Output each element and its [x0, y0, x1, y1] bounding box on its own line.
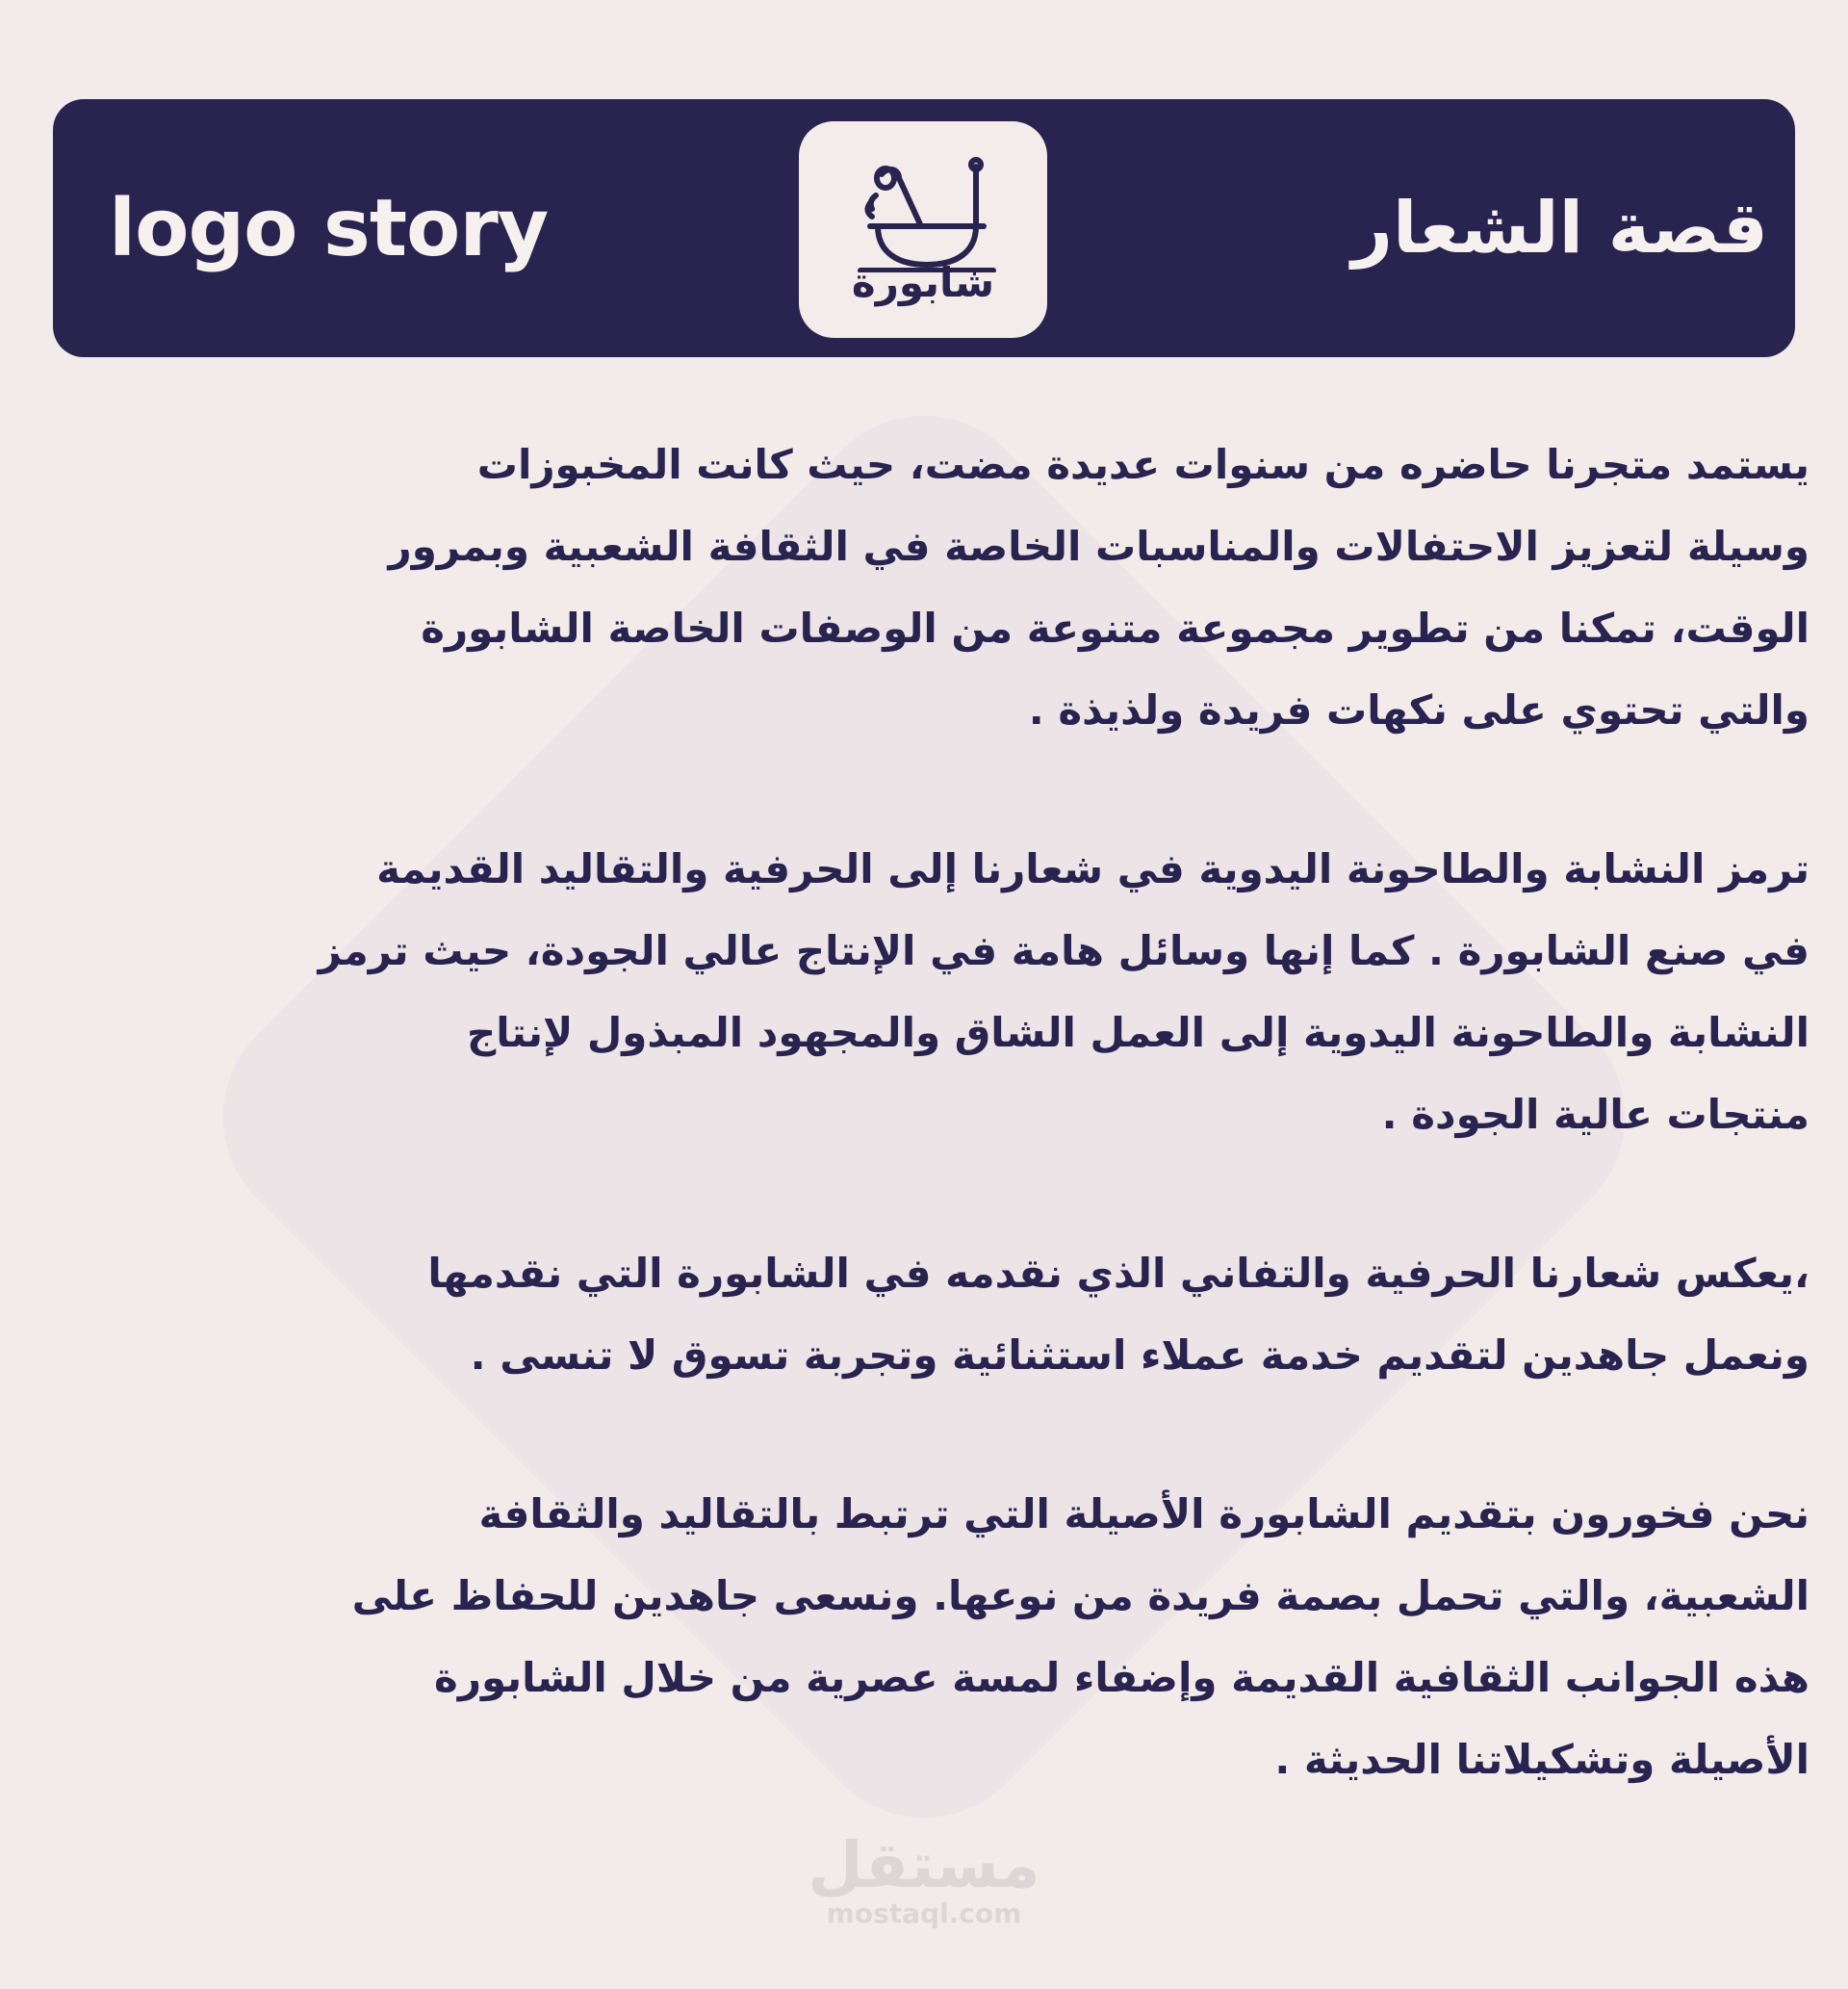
text-line: الأصيلة وتشكيلاتنا الحديثة .: [1274, 1736, 1810, 1783]
paragraph-1: [48, 424, 1810, 751]
paragraph-3: [48, 1232, 1810, 1396]
text-line: في صنع الشابورة . كما إنها وسائل هامة في الإنتاج عالي الجودة، حيث ترمز: [318, 927, 1810, 974]
text-line: يستمد متجرنا حاضره من سنوات عديدة مضت، حيث كانت المخبوزات: [476, 441, 1810, 488]
text-line: وسيلة لتعزيز الاحتفالات والمناسبات الخاصة في الثقافة الشعبية وبمرور: [388, 523, 1810, 570]
text-line: منتجات عالية الجودة .: [1381, 1091, 1810, 1138]
text-line: ترمز النشابة والطاحونة اليدوية في شعارنا إلى الحرفية والتقاليد القديمة: [376, 845, 1810, 892]
watermark-brand-url: mostaql.com: [826, 1898, 1022, 1929]
header-banner: [53, 99, 1795, 357]
paragraph-2: [48, 828, 1810, 1155]
title-arabic: قصة الشعار: [1351, 187, 1768, 270]
text-line: والتي تحتوي على نكهات فريدة ولذيذة .: [1028, 686, 1810, 734]
text-line: نحن فخورون بتقديم الشابورة الأصيلة التي ترتبط بالتقاليد والثقافة: [478, 1490, 1810, 1537]
text-line: الوقت، تمكنا من تطوير مجموعة متنوعة من الوصفات الخاصة الشابورة: [421, 605, 1810, 652]
brand-logo: [799, 121, 1047, 338]
text-line: ونعمل جاهدين لتقديم خدمة عملاء استثنائية وتجربة تسوق لا تنسى .: [470, 1331, 1810, 1379]
text-line: ،يعكس شعارنا الحرفية والتفاني الذي نقدمه في الشابورة التي نقدمها: [427, 1250, 1810, 1297]
text-line: الشعبية، والتي تحمل بصمة فريدة من نوعها. ونسعى جاهدين للحفاظ على: [351, 1572, 1810, 1619]
watermark-brand-arabic: مستقل: [808, 1828, 1040, 1902]
title-english: logo story: [109, 182, 549, 274]
text-line: هذه الجوانب الثقافية القديمة وإضفاء لمسة عصرية من خلال الشابورة: [434, 1654, 1810, 1701]
mortar-and-pestle-icon: [832, 157, 1014, 272]
story-body: [48, 424, 1810, 1877]
text-line: النشابة والطاحونة اليدوية إلى العمل الشاق والمجهود المبذول لإنتاج: [467, 1009, 1810, 1056]
paragraph-4: [48, 1473, 1810, 1800]
logo-wordmark: شابورة: [851, 258, 995, 306]
